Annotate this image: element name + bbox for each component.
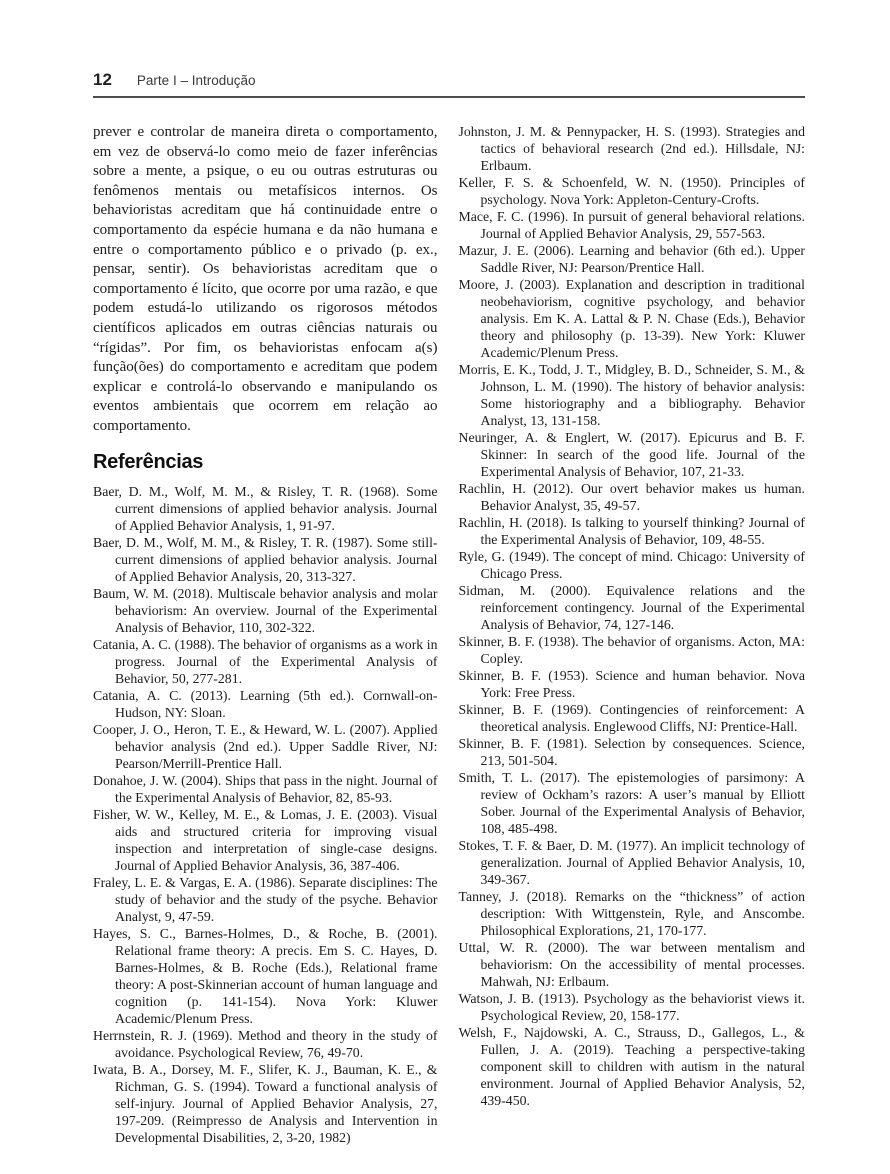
reference-entry: Mace, F. C. (1996). In pursuit of general behavioral relations. Journal of Applied Behavior Analysis, 29, 557-563. [458,209,805,241]
reference-entry: Uttal, W. R. (2000). The war between mentalism and behaviorism: On the accessibility of mental processes. Mahwah, NJ: Erlbaum. [458,940,805,989]
two-column-layout [93,123,805,1146]
reference-entry: Skinner, B. F. (1938). The behavior of organisms. Acton, MA: Copley. [458,634,805,666]
running-head: Parte I – Introdução [136,73,256,88]
page-header [93,70,805,90]
reference-entry: Fraley, L. E. & Vargas, E. A. (1986). Separate disciplines: The study of behavior and the study of the psyche. Behavior Analyst, 9, 47-59. [93,874,438,924]
reference-entry: Morris, E. K., Todd, J. T., Midgley, B. D., Schneider, S. M., & Johnson, L. M. (1990). The history of behavior analysis: Some historiography and a bibliography. Behavior Analyst, 13, 131-158. [458,362,805,428]
header-rule [93,96,805,98]
reference-entry: Donahoe, J. W. (2004). Ships that pass in the night. Journal of the Experimental Analysis of Behavior, 82, 85-93. [93,772,438,805]
right-column [459,123,806,1146]
reference-entry: Iwata, B. A., Dorsey, M. F., Slifer, K. J., Bauman, K. E., & Richman, G. S. (1994). Toward a functional analysis of self-injury. Journal of Applied Behavior Analysis, 27, 197-209. (Reimpresso de Analysis and Intervention in Developmental Disabilities, 2, 3-20, 1982) [93,1061,438,1145]
reference-entry: Smith, T. L. (2017). The epistemologies of parsimony: A review of Ockham’s razors: A user’s manual by Elliott Sober. Journal of the Experimental Analysis of Behavior, 108, 485-498. [458,770,805,836]
reference-entry: Skinner, B. F. (1953). Science and human behavior. Nova York: Free Press. [458,668,805,700]
reference-entry: Johnston, J. M. & Pennypacker, H. S. (1993). Strategies and tactics of behavioral research (2nd ed.). Hillsdale, NJ: Erlbaum. [458,124,805,173]
reference-entry: Skinner, B. F. (1969). Contingencies of reinforcement: A theoretical analysis. Englewood Cliffs, NJ: Prentice-Hall. [458,702,805,734]
reference-entry: Baer, D. M., Wolf, M. M., & Risley, T. R. (1987). Some still-current dimensions of applied behavior analysis. Journal of Applied Behavior Analysis, 20, 313-327. [93,534,438,584]
reference-entry: Fisher, W. W., Kelley, M. E., & Lomas, J. E. (2003). Visual aids and structured criteria for improving visual inspection and interpretation of single-case designs. Journal of Applied Behavior Analysis, 36, 387-406. [93,806,438,873]
reference-entry: Neuringer, A. & Englert, W. (2017). Epicurus and B. F. Skinner: In search of the good life. Journal of the Experimental Analysis of Behavior, 107, 21-33. [458,430,805,479]
reference-entry: Baum, W. M. (2018). Multiscale behavior analysis and molar behaviorism: An overview. Journal of the Experimental Analysis of Behavior, 110, 302-322. [93,585,438,635]
reference-entry: Skinner, B. F. (1981). Selection by consequences. Science, 213, 501-504. [458,736,805,768]
reference-entry: Ryle, G. (1949). The concept of mind. Chicago: University of Chicago Press. [458,549,805,581]
reference-entry: Stokes, T. F. & Baer, D. M. (1977). An implicit technology of generalization. Journal of Applied Behavior Analysis, 10, 349-367. [458,838,805,887]
reference-entry: Tanney, J. (2018). Remarks on the “thickness” of action description: With Wittgenstein, Ryle, and Anscombe. Philosophical Explorations, 21, 170-177. [458,889,805,938]
reference-entry: Mazur, J. E. (2006). Learning and behavior (6th ed.). Upper Saddle River, NJ: Pearson/Prentice Hall. [458,243,805,275]
reference-entry: Sidman, M. (2000). Equivalence relations and the reinforcement contingency. Journal of the Experimental Analysis of Behavior, 74, 127-146. [458,583,805,632]
body-paragraph: prever e controlar de maneira direta o comportamento, em vez de observá-lo como meio de fazer inferências sobre a mente, a psique, o eu ou outras estruturas ou fenômenos mentais ou metafísicos internos. Os behavioristas acreditam que há continuidade entre o comportamento da espécie humana e da não humana e entre o comportamento público e o privado (p. ex., pensar, sentir). Os behavioristas acreditam que o comportamento é lícito, que ocorre por uma razão, e que podem estudá-lo utilizando os rigorosos métodos científicos aplicados em outras ciências naturais ou “rígidas”. Por fim, os behavioristas enfocam a(s) função(ões) do comportamento e acreditam que podem explicar e controlá-lo observando e manipulando os eventos ambientais que ocorrem em relação ao comportamento. [93,124,438,434]
reference-entry: Hayes, S. C., Barnes-Holmes, D., & Roche, B. (2001). Relational frame theory: A precis. Em S. C. Hayes, D. Barnes-Holmes, & B. Roche (Eds.), Relational frame theory: A post-Skinnerian account of human language and cognition (p. 141-154). Nova York: Kluwer Academic/Plenum Press. [93,925,438,1026]
reference-entry: Keller, F. S. & Schoenfeld, W. N. (1950). Principles of psychology. Nova York: Appleton-Century-Crofts. [458,175,805,207]
reference-entry: Catania, A. C. (1988). The behavior of organisms as a work in progress. Journal of the Experimental Analysis of Behavior, 50, 277-281. [93,636,438,686]
reference-entry: Baer, D. M., Wolf, M. M., & Risley, T. R. (1968). Some current dimensions of applied behavior analysis. Journal of Applied Behavior Analysis, 1, 91-97. [93,483,438,533]
reference-entry: Rachlin, H. (2012). Our overt behavior makes us human. Behavior Analyst, 35, 49-57. [458,481,805,513]
reference-list-left [93,483,438,1146]
reference-list-right [459,123,806,1109]
left-column [93,123,438,1146]
reference-entry: Watson, J. B. (1913). Psychology as the behaviorist views it. Psychological Review, 20, 158-177. [458,991,805,1023]
reference-entry: Welsh, F., Najdowski, A. C., Strauss, D., Gallegos, L., & Fullen, J. A. (2019). Teaching a perspective-taking component skill to children with autism in the natural environment. Journal of Applied Behavior Analysis, 52, 439-450. [458,1025,805,1108]
reference-entry: Herrnstein, R. J. (1969). Method and theory in the study of avoidance. Psychological Review, 76, 49-70. [93,1027,438,1060]
references-heading: Referências [93,450,204,473]
reference-entry: Rachlin, H. (2018). Is talking to yourself thinking? Journal of the Experimental Analysis of Behavior, 109, 48-55. [458,515,805,547]
reference-entry: Moore, J. (2003). Explanation and description in traditional neobehaviorism, cognitive psychology, and behavior analysis. Em K. A. Lattal & P. N. Chase (Eds.), Behavior theory and philosophy (p. 13-39). New York: Kluwer Academic/Plenum Press. [458,277,805,360]
reference-entry: Catania, A. C. (2013). Learning (5th ed.). Cornwall-on-Hudson, NY: Sloan. [93,687,438,720]
page-number: 12 [93,70,112,89]
reference-entry: Cooper, J. O., Heron, T. E., & Heward, W. L. (2007). Applied behavior analysis (2nd ed.). Upper Saddle River, NJ: Pearson/Merrill-Prentice Hall. [93,721,438,771]
